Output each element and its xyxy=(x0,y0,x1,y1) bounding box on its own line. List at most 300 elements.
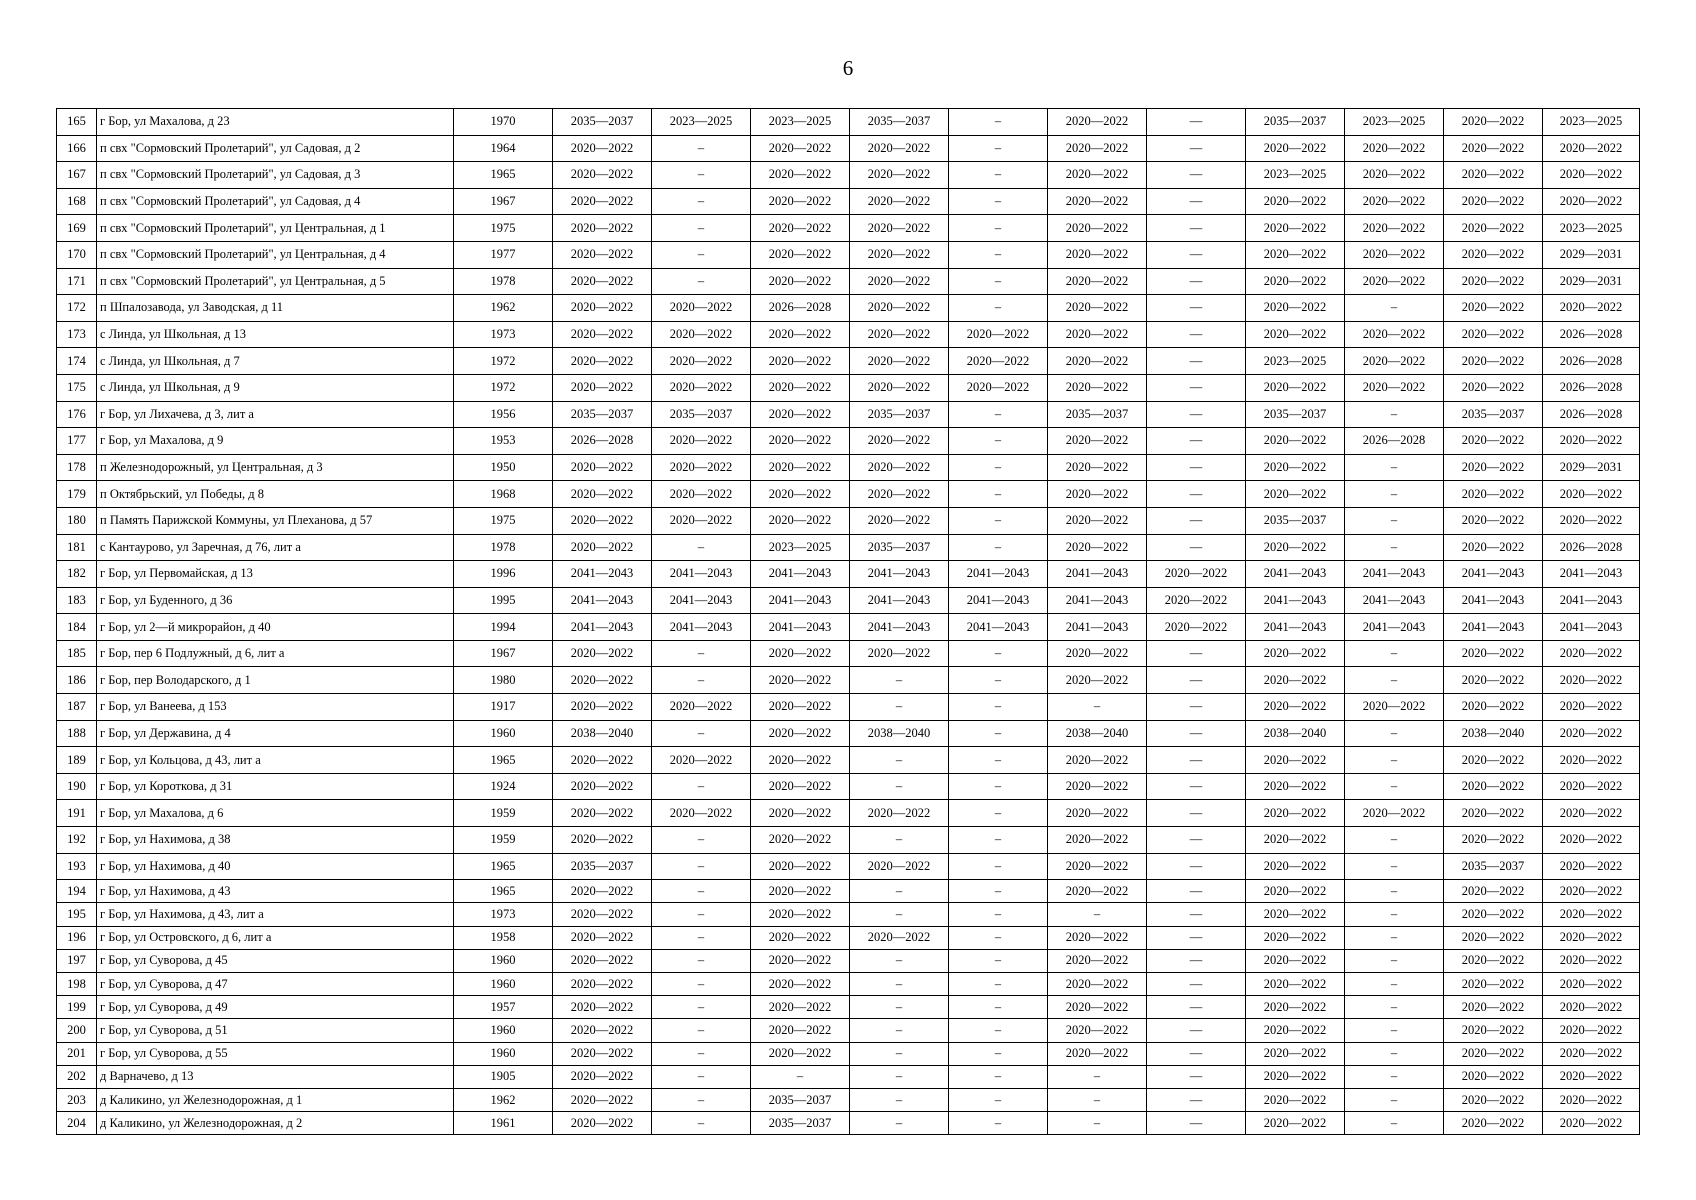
repair-period-cell: – xyxy=(652,972,751,995)
repair-period-cell: 2041—2043 xyxy=(1246,587,1345,614)
repair-period-cell: 2020—2022 xyxy=(850,481,949,508)
repair-period-cell: – xyxy=(850,747,949,774)
repair-period-cell: – xyxy=(949,880,1048,903)
table-row xyxy=(57,268,1640,295)
table-row xyxy=(57,1088,1640,1111)
repair-period-cell: 2035—2037 xyxy=(1444,401,1543,428)
table-row xyxy=(57,561,1640,588)
table-row xyxy=(57,926,1640,949)
repair-period-cell: – xyxy=(1345,401,1444,428)
address-cell: г Бор, ул Первомайская, д 13 xyxy=(97,561,454,588)
repair-period-cell: – xyxy=(652,903,751,926)
table-row xyxy=(57,880,1640,903)
repair-period-cell: 2020—2022 xyxy=(652,507,751,534)
repair-period-cell: – xyxy=(1345,853,1444,880)
repair-period-cell: 2041—2043 xyxy=(1246,561,1345,588)
repair-period-cell: – xyxy=(1048,694,1147,721)
repair-period-cell: – xyxy=(652,1042,751,1065)
address-cell: с Линда, ул Школьная, д 13 xyxy=(97,321,454,348)
repair-period-cell: 2035—2037 xyxy=(751,1088,850,1111)
address-cell: п свх "Сормовский Пролетарий", ул Центральная, д 1 xyxy=(97,215,454,242)
address-cell: г Бор, ул Нахимова, д 43, лит а xyxy=(97,903,454,926)
repair-period-cell: – xyxy=(949,996,1048,1019)
repair-period-cell: – xyxy=(949,295,1048,322)
year-built-cell: 1975 xyxy=(454,215,553,242)
repair-period-cell: 2020—2022 xyxy=(1246,1019,1345,1042)
repair-period-cell: 2020—2022 xyxy=(553,773,652,800)
repair-period-cell: — xyxy=(1147,454,1246,481)
address-cell: г Бор, ул Островского, д 6, лит а xyxy=(97,926,454,949)
repair-period-cell: 2020—2022 xyxy=(751,972,850,995)
repair-period-cell: 2020—2022 xyxy=(1048,880,1147,903)
repair-period-cell: — xyxy=(1147,1042,1246,1065)
repair-period-cell: 2041—2043 xyxy=(949,561,1048,588)
repair-period-cell: 2020—2022 xyxy=(1246,880,1345,903)
repair-period-cell: 2020—2022 xyxy=(1444,773,1543,800)
repair-period-cell: 2020—2022 xyxy=(1444,903,1543,926)
repair-period-cell: — xyxy=(1147,215,1246,242)
repair-period-cell: 2020—2022 xyxy=(553,800,652,827)
repair-period-cell: — xyxy=(1147,903,1246,926)
repair-period-cell: — xyxy=(1147,972,1246,995)
row-number-cell: 199 xyxy=(57,996,97,1019)
repair-period-cell: 2041—2043 xyxy=(1444,587,1543,614)
repair-period-cell: 2020—2022 xyxy=(1048,853,1147,880)
address-cell: п Октябрьский, ул Победы, д 8 xyxy=(97,481,454,508)
repair-period-cell: 2020—2022 xyxy=(553,667,652,694)
repair-period-cell: 2020—2022 xyxy=(1246,949,1345,972)
table-row xyxy=(57,428,1640,455)
year-built-cell: 1978 xyxy=(454,534,553,561)
repair-period-cell: 2020—2022 xyxy=(1543,926,1640,949)
repair-period-cell: – xyxy=(850,667,949,694)
repair-period-cell: – xyxy=(949,1065,1048,1088)
repair-period-cell: 2020—2022 xyxy=(751,667,850,694)
address-cell: д Варначево, д 13 xyxy=(97,1065,454,1088)
repair-period-cell: 2020—2022 xyxy=(1246,241,1345,268)
repair-period-cell: 2020—2022 xyxy=(1543,507,1640,534)
table-row xyxy=(57,996,1640,1019)
repair-period-cell: 2020—2022 xyxy=(850,507,949,534)
repair-period-cell: – xyxy=(949,241,1048,268)
repair-period-cell: 2020—2022 xyxy=(1246,374,1345,401)
repair-period-cell: 2020—2022 xyxy=(1048,481,1147,508)
repair-period-cell: 2020—2022 xyxy=(1246,321,1345,348)
repair-period-cell: 2041—2043 xyxy=(1246,614,1345,641)
repair-period-cell: 2020—2022 xyxy=(1246,428,1345,455)
repair-period-cell: 2020—2022 xyxy=(850,321,949,348)
repair-period-cell: 2035—2037 xyxy=(850,109,949,136)
repair-period-cell: 2020—2022 xyxy=(1444,268,1543,295)
repair-period-cell: 2020—2022 xyxy=(751,720,850,747)
address-cell: с Кантаурово, ул Заречная, д 76, лит а xyxy=(97,534,454,561)
repair-period-cell: — xyxy=(1147,481,1246,508)
repair-period-cell: 2041—2043 xyxy=(1444,614,1543,641)
repair-period-cell: 2020—2022 xyxy=(751,949,850,972)
table-row xyxy=(57,1019,1640,1042)
address-cell: г Бор, ул Нахимова, д 38 xyxy=(97,827,454,854)
repair-period-cell: 2020—2022 xyxy=(850,268,949,295)
repair-period-cell: 2020—2022 xyxy=(1048,295,1147,322)
repair-period-cell: 2020—2022 xyxy=(553,268,652,295)
year-built-cell: 1957 xyxy=(454,996,553,1019)
repair-period-cell: 2020—2022 xyxy=(850,215,949,242)
repair-period-cell: 2020—2022 xyxy=(1444,640,1543,667)
repair-period-cell: – xyxy=(949,903,1048,926)
repair-period-cell: 2020—2022 xyxy=(751,800,850,827)
year-built-cell: 1977 xyxy=(454,241,553,268)
address-cell: г Бор, ул Буденного, д 36 xyxy=(97,587,454,614)
repair-period-cell: 2020—2022 xyxy=(1048,972,1147,995)
repair-period-cell: – xyxy=(652,1112,751,1135)
repair-period-cell: 2020—2022 xyxy=(1444,507,1543,534)
repair-period-cell: 2020—2022 xyxy=(553,827,652,854)
repair-period-cell: 2023—2025 xyxy=(1246,162,1345,189)
year-built-cell: 1962 xyxy=(454,1088,553,1111)
repair-period-cell: 2020—2022 xyxy=(1444,926,1543,949)
repair-period-cell: 2020—2022 xyxy=(1543,949,1640,972)
year-built-cell: 1972 xyxy=(454,374,553,401)
repair-period-cell: 2020—2022 xyxy=(751,640,850,667)
address-cell: г Бор, ул 2—й микрорайон, д 40 xyxy=(97,614,454,641)
table-row xyxy=(57,800,1640,827)
repair-period-cell: 2020—2022 xyxy=(652,454,751,481)
repair-period-cell: 2020—2022 xyxy=(1444,1042,1543,1065)
repair-period-cell: 2020—2022 xyxy=(1444,827,1543,854)
row-number-cell: 194 xyxy=(57,880,97,903)
year-built-cell: 1924 xyxy=(454,773,553,800)
row-number-cell: 180 xyxy=(57,507,97,534)
repair-period-cell: 2020—2022 xyxy=(1246,1088,1345,1111)
repair-period-cell: 2035—2037 xyxy=(751,1112,850,1135)
address-cell: г Бор, ул Махалова, д 9 xyxy=(97,428,454,455)
repair-period-cell: 2020—2022 xyxy=(850,374,949,401)
repair-period-cell: 2020—2022 xyxy=(1345,348,1444,375)
repair-period-cell: – xyxy=(949,667,1048,694)
repair-period-cell: 2020—2022 xyxy=(1543,188,1640,215)
repair-period-cell: 2020—2022 xyxy=(1246,268,1345,295)
year-built-cell: 1960 xyxy=(454,949,553,972)
repair-period-cell: 2020—2022 xyxy=(1246,667,1345,694)
repair-period-cell: 2020—2022 xyxy=(553,162,652,189)
address-cell: г Бор, ул Суворова, д 51 xyxy=(97,1019,454,1042)
repair-period-cell: 2020—2022 xyxy=(1543,1112,1640,1135)
table-row xyxy=(57,374,1640,401)
repair-period-cell: 2020—2022 xyxy=(1543,428,1640,455)
repair-period-cell: 2020—2022 xyxy=(1444,949,1543,972)
repair-period-cell: 2020—2022 xyxy=(751,135,850,162)
row-number-cell: 198 xyxy=(57,972,97,995)
repair-period-cell: 2020—2022 xyxy=(1048,109,1147,136)
repair-period-cell: – xyxy=(1345,667,1444,694)
repair-period-cell: 2020—2022 xyxy=(1147,614,1246,641)
repair-period-cell: 2020—2022 xyxy=(553,949,652,972)
repair-period-cell: 2020—2022 xyxy=(1444,162,1543,189)
repair-period-cell: 2041—2043 xyxy=(751,587,850,614)
repair-period-cell: – xyxy=(1345,534,1444,561)
repair-period-cell: 2029—2031 xyxy=(1543,454,1640,481)
repair-period-cell: – xyxy=(850,827,949,854)
repair-period-cell: — xyxy=(1147,747,1246,774)
repair-period-cell: – xyxy=(850,1112,949,1135)
table-body xyxy=(57,109,1640,1135)
address-cell: п свх "Сормовский Пролетарий", ул Садовая, д 3 xyxy=(97,162,454,189)
repair-period-cell: – xyxy=(652,827,751,854)
repair-period-cell: 2041—2043 xyxy=(1048,587,1147,614)
table-row xyxy=(57,295,1640,322)
repair-period-cell: 2020—2022 xyxy=(1543,135,1640,162)
repair-period-cell: 2020—2022 xyxy=(1543,667,1640,694)
repair-period-cell: 2041—2043 xyxy=(1543,614,1640,641)
address-cell: г Бор, ул Державина, д 4 xyxy=(97,720,454,747)
repair-period-cell: 2020—2022 xyxy=(652,321,751,348)
repair-period-cell: 2020—2022 xyxy=(553,188,652,215)
repair-period-cell: 2020—2022 xyxy=(751,773,850,800)
repair-period-cell: — xyxy=(1147,800,1246,827)
repair-period-cell: 2035—2037 xyxy=(1246,507,1345,534)
table-row xyxy=(57,640,1640,667)
repair-period-cell: 2041—2043 xyxy=(751,561,850,588)
repair-period-cell: 2035—2037 xyxy=(652,401,751,428)
repair-period-cell: 2020—2022 xyxy=(1246,800,1345,827)
repair-period-cell: 2020—2022 xyxy=(751,903,850,926)
repair-period-cell: — xyxy=(1147,640,1246,667)
repair-period-cell: – xyxy=(1345,747,1444,774)
address-cell: г Бор, ул Лихачева, д 3, лит а xyxy=(97,401,454,428)
repair-period-cell: 2020—2022 xyxy=(553,534,652,561)
repair-period-cell: – xyxy=(850,880,949,903)
repair-period-cell: – xyxy=(949,747,1048,774)
table-row xyxy=(57,348,1640,375)
repair-period-cell: 2020—2022 xyxy=(1543,720,1640,747)
repair-period-cell: 2041—2043 xyxy=(1345,587,1444,614)
year-built-cell: 1960 xyxy=(454,1019,553,1042)
repair-period-cell: – xyxy=(1345,640,1444,667)
year-built-cell: 1964 xyxy=(454,135,553,162)
repair-period-cell: 2020—2022 xyxy=(1543,972,1640,995)
repair-period-cell: – xyxy=(1345,903,1444,926)
repair-period-cell: 2041—2043 xyxy=(1444,561,1543,588)
repair-period-cell: – xyxy=(1345,773,1444,800)
year-built-cell: 1975 xyxy=(454,507,553,534)
row-number-cell: 182 xyxy=(57,561,97,588)
repair-period-cell: – xyxy=(949,534,1048,561)
repair-period-cell: 2020—2022 xyxy=(1246,135,1345,162)
table-row xyxy=(57,135,1640,162)
repair-period-cell: – xyxy=(652,640,751,667)
repair-period-cell: – xyxy=(1345,1112,1444,1135)
repair-period-cell: – xyxy=(652,996,751,1019)
year-built-cell: 1970 xyxy=(454,109,553,136)
repair-period-cell: 2035—2037 xyxy=(553,401,652,428)
repair-period-cell: 2041—2043 xyxy=(652,587,751,614)
repair-period-cell: 2041—2043 xyxy=(652,561,751,588)
repair-period-cell: – xyxy=(850,996,949,1019)
repair-period-cell: — xyxy=(1147,1088,1246,1111)
row-number-cell: 204 xyxy=(57,1112,97,1135)
address-cell: п Память Парижской Коммуны, ул Плеханова, д 57 xyxy=(97,507,454,534)
repair-period-cell: 2020—2022 xyxy=(1048,321,1147,348)
repair-period-cell: — xyxy=(1147,374,1246,401)
repair-period-cell: 2020—2022 xyxy=(751,162,850,189)
repair-period-cell: – xyxy=(652,926,751,949)
repair-period-cell: 2020—2022 xyxy=(1543,1042,1640,1065)
repair-period-cell: – xyxy=(850,694,949,721)
year-built-cell: 1980 xyxy=(454,667,553,694)
repair-period-cell: – xyxy=(652,135,751,162)
year-built-cell: 1960 xyxy=(454,972,553,995)
repair-period-cell: 2020—2022 xyxy=(1246,215,1345,242)
repair-period-cell: 2041—2043 xyxy=(1543,587,1640,614)
repair-period-cell: 2020—2022 xyxy=(553,321,652,348)
repair-period-cell: 2041—2043 xyxy=(1543,561,1640,588)
repair-period-cell: 2038—2040 xyxy=(553,720,652,747)
repair-period-cell: 2020—2022 xyxy=(1543,162,1640,189)
table-row xyxy=(57,401,1640,428)
repair-period-cell: 2020—2022 xyxy=(850,428,949,455)
address-cell: г Бор, ул Суворова, д 47 xyxy=(97,972,454,995)
table-row xyxy=(57,454,1640,481)
row-number-cell: 202 xyxy=(57,1065,97,1088)
table-row xyxy=(57,747,1640,774)
year-built-cell: 1961 xyxy=(454,1112,553,1135)
repair-period-cell: – xyxy=(850,1019,949,1042)
year-built-cell: 1959 xyxy=(454,800,553,827)
repair-period-cell: 2020—2022 xyxy=(652,694,751,721)
address-cell: с Линда, ул Школьная, д 7 xyxy=(97,348,454,375)
repair-period-cell: – xyxy=(1345,720,1444,747)
repair-period-cell: 2020—2022 xyxy=(1048,996,1147,1019)
repair-period-cell: — xyxy=(1147,188,1246,215)
year-built-cell: 1960 xyxy=(454,1042,553,1065)
repair-period-cell: 2026—2028 xyxy=(751,295,850,322)
repair-period-cell: — xyxy=(1147,321,1246,348)
repair-period-cell: — xyxy=(1147,720,1246,747)
repair-period-cell: 2020—2022 xyxy=(1543,1019,1640,1042)
repair-period-cell: 2020—2022 xyxy=(652,374,751,401)
repair-period-cell: 2020—2022 xyxy=(1543,800,1640,827)
repair-period-cell: 2020—2022 xyxy=(949,348,1048,375)
repair-period-cell: – xyxy=(949,800,1048,827)
repair-period-cell: 2041—2043 xyxy=(553,587,652,614)
address-cell: п свх "Сормовский Пролетарий", ул Садовая, д 4 xyxy=(97,188,454,215)
repair-period-cell: – xyxy=(1345,1019,1444,1042)
repair-period-cell: 2020—2022 xyxy=(751,880,850,903)
row-number-cell: 184 xyxy=(57,614,97,641)
repair-period-cell: – xyxy=(1345,926,1444,949)
repair-period-cell: — xyxy=(1147,1112,1246,1135)
repair-period-cell: 2020—2022 xyxy=(553,507,652,534)
repair-period-cell: 2020—2022 xyxy=(1444,800,1543,827)
repair-period-cell: – xyxy=(949,1088,1048,1111)
repair-period-cell: – xyxy=(949,853,1048,880)
repair-period-cell: 2020—2022 xyxy=(751,401,850,428)
repair-period-cell: 2020—2022 xyxy=(1444,135,1543,162)
repair-period-cell: 2020—2022 xyxy=(1444,481,1543,508)
repair-period-cell: — xyxy=(1147,996,1246,1019)
repair-period-cell: 2020—2022 xyxy=(1444,972,1543,995)
repair-period-cell: 2020—2022 xyxy=(652,481,751,508)
row-number-cell: 196 xyxy=(57,926,97,949)
repair-period-cell: 2041—2043 xyxy=(850,614,949,641)
repair-period-cell: — xyxy=(1147,773,1246,800)
row-number-cell: 188 xyxy=(57,720,97,747)
repair-period-cell: 2020—2022 xyxy=(1543,747,1640,774)
year-built-cell: 1960 xyxy=(454,720,553,747)
repair-period-cell: 2020—2022 xyxy=(553,972,652,995)
repair-period-cell: 2020—2022 xyxy=(652,428,751,455)
repair-period-cell: 2023—2025 xyxy=(751,109,850,136)
repair-period-cell: – xyxy=(949,1112,1048,1135)
repair-period-cell: 2020—2022 xyxy=(1246,747,1345,774)
repair-period-cell: 2020—2022 xyxy=(1444,188,1543,215)
repair-period-cell: 2038—2040 xyxy=(1444,720,1543,747)
row-number-cell: 178 xyxy=(57,454,97,481)
repair-period-cell: 2020—2022 xyxy=(751,996,850,1019)
row-number-cell: 171 xyxy=(57,268,97,295)
year-built-cell: 1967 xyxy=(454,188,553,215)
repair-period-cell: – xyxy=(949,188,1048,215)
repair-period-cell: 2041—2043 xyxy=(553,614,652,641)
repair-period-cell: 2020—2022 xyxy=(1048,507,1147,534)
repair-period-cell: – xyxy=(850,1065,949,1088)
repair-period-cell: – xyxy=(850,903,949,926)
repair-period-cell: – xyxy=(949,109,1048,136)
repair-period-cell: — xyxy=(1147,827,1246,854)
repair-period-cell: – xyxy=(1345,827,1444,854)
address-cell: с Линда, ул Школьная, д 9 xyxy=(97,374,454,401)
page-number: 6 xyxy=(842,56,854,80)
repair-period-cell: 2038—2040 xyxy=(850,720,949,747)
repair-period-cell: — xyxy=(1147,428,1246,455)
row-number-cell: 173 xyxy=(57,321,97,348)
repair-period-cell: 2020—2022 xyxy=(553,215,652,242)
repair-period-cell: 2020—2022 xyxy=(1048,268,1147,295)
repair-period-cell: 2041—2043 xyxy=(751,614,850,641)
repair-period-cell: 2029—2031 xyxy=(1543,268,1640,295)
repair-period-cell: – xyxy=(1345,949,1444,972)
year-built-cell: 1905 xyxy=(454,1065,553,1088)
repair-period-cell: — xyxy=(1147,268,1246,295)
repair-period-cell: 2020—2022 xyxy=(1048,827,1147,854)
address-cell: г Бор, ул Суворова, д 45 xyxy=(97,949,454,972)
row-number-cell: 169 xyxy=(57,215,97,242)
row-number-cell: 183 xyxy=(57,587,97,614)
repair-period-cell: 2020—2022 xyxy=(553,481,652,508)
year-built-cell: 1950 xyxy=(454,454,553,481)
repair-period-cell: 2020—2022 xyxy=(850,241,949,268)
repair-period-cell: – xyxy=(949,454,1048,481)
repair-period-cell: 2035—2037 xyxy=(850,534,949,561)
table-row xyxy=(57,720,1640,747)
row-number-cell: 175 xyxy=(57,374,97,401)
repair-period-cell: 2020—2022 xyxy=(1048,454,1147,481)
address-cell: д Каликино, ул Железнодорожная, д 2 xyxy=(97,1112,454,1135)
repair-period-cell: 2020—2022 xyxy=(553,1112,652,1135)
address-cell: п Железнодорожный, ул Центральная, д 3 xyxy=(97,454,454,481)
year-built-cell: 1967 xyxy=(454,640,553,667)
repair-period-cell: 2020—2022 xyxy=(1543,295,1640,322)
row-number-cell: 177 xyxy=(57,428,97,455)
repair-period-cell: – xyxy=(1345,454,1444,481)
repair-period-cell: 2020—2022 xyxy=(1444,996,1543,1019)
repair-period-cell: 2020—2022 xyxy=(751,428,850,455)
repair-period-cell: 2020—2022 xyxy=(751,694,850,721)
repair-period-cell: 2020—2022 xyxy=(850,295,949,322)
repair-period-cell: – xyxy=(949,972,1048,995)
repair-period-cell: — xyxy=(1147,295,1246,322)
repair-period-cell: 2020—2022 xyxy=(850,640,949,667)
